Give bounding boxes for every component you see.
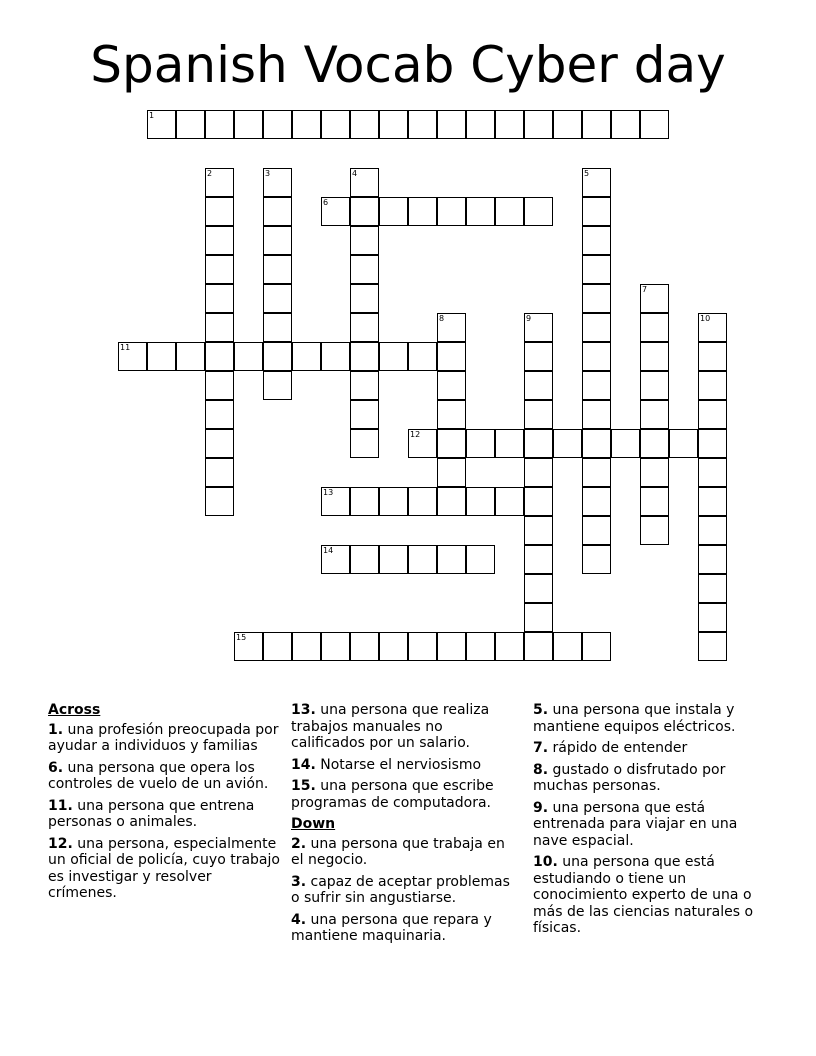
grid-cell[interactable] <box>292 632 321 661</box>
clue-label: 15. <box>291 778 316 794</box>
grid-cell[interactable] <box>495 429 524 458</box>
grid-cell[interactable] <box>582 168 611 197</box>
grid-cell[interactable] <box>640 400 669 429</box>
grid-cell[interactable] <box>205 342 234 371</box>
grid-cell[interactable] <box>524 458 553 487</box>
grid-cell[interactable] <box>524 110 553 139</box>
grid-cell[interactable] <box>640 342 669 371</box>
clue-text: una persona que está estudiando o tiene un conocimiento experto de una o más de las ciencias naturales o físicas. <box>533 854 754 936</box>
down-clue <box>533 702 773 735</box>
grid-cell[interactable] <box>640 313 669 342</box>
grid-cell[interactable] <box>698 516 727 545</box>
grid-cell[interactable] <box>524 197 553 226</box>
clue-text: una persona que instala y mantiene equipos eléctricos. <box>533 702 736 735</box>
clue-number: 11 <box>120 343 131 352</box>
grid-cell[interactable] <box>205 487 234 516</box>
grid-cell[interactable] <box>524 516 553 545</box>
grid-cell[interactable] <box>263 313 292 342</box>
grid-cell[interactable] <box>524 371 553 400</box>
down-clue <box>533 740 773 757</box>
clue-number: 14 <box>323 546 334 555</box>
grid-cell[interactable] <box>698 313 727 342</box>
grid-cell[interactable] <box>524 545 553 574</box>
grid-cell[interactable] <box>147 342 176 371</box>
grid-cell[interactable] <box>582 458 611 487</box>
grid-cell[interactable] <box>437 487 466 516</box>
grid-cell[interactable] <box>205 313 234 342</box>
grid-cell[interactable] <box>408 632 437 661</box>
clue-text: capaz de aceptar problemas o sufrir sin angustiarse. <box>291 873 510 906</box>
grid-cell[interactable] <box>205 458 234 487</box>
grid-cell[interactable] <box>205 110 234 139</box>
grid-cell[interactable] <box>205 371 234 400</box>
grid-cell[interactable] <box>495 197 524 226</box>
grid-cell[interactable] <box>176 342 205 371</box>
grid-cell[interactable] <box>176 110 205 139</box>
down-heading: Down <box>291 816 336 832</box>
down-clue <box>291 912 513 945</box>
grid-cell[interactable] <box>408 110 437 139</box>
clue-text: una persona que realiza trabajos manuales no calificados por un salario. <box>291 702 490 751</box>
grid-cell[interactable] <box>350 371 379 400</box>
grid-cell[interactable] <box>379 632 408 661</box>
grid-cell[interactable] <box>118 342 147 371</box>
across-heading: Across <box>48 702 101 718</box>
grid-cell[interactable] <box>437 545 466 574</box>
across-clue <box>291 757 513 774</box>
grid-cell[interactable] <box>350 197 379 226</box>
grid-cell[interactable] <box>582 226 611 255</box>
grid-cell[interactable] <box>524 313 553 342</box>
grid-cell[interactable] <box>582 313 611 342</box>
grid-cell[interactable] <box>553 429 582 458</box>
grid-cell[interactable] <box>698 632 727 661</box>
grid-cell[interactable] <box>640 487 669 516</box>
grid-cell[interactable] <box>408 429 437 458</box>
grid-cell[interactable] <box>582 197 611 226</box>
down-clue <box>533 800 773 850</box>
clue-label: 14. <box>291 756 316 773</box>
grid-cell[interactable] <box>263 632 292 661</box>
clue-text: gustado o disfrutado por muchas personas. <box>533 761 726 794</box>
grid-cell[interactable] <box>263 284 292 313</box>
clue-label: 1. <box>48 721 64 738</box>
clue-number: 4 <box>352 169 358 178</box>
grid-cell[interactable] <box>582 342 611 371</box>
across-clue <box>291 702 513 752</box>
across-clue <box>291 778 513 811</box>
grid-cell[interactable] <box>640 371 669 400</box>
clue-text: Notarse el nerviosismo <box>320 756 482 773</box>
grid-cell[interactable] <box>350 429 379 458</box>
grid-cell[interactable] <box>205 255 234 284</box>
grid-cell[interactable] <box>466 487 495 516</box>
grid-cell[interactable] <box>640 429 669 458</box>
grid-cell[interactable] <box>698 603 727 632</box>
grid-cell[interactable] <box>640 458 669 487</box>
grid-cell[interactable] <box>147 110 176 139</box>
puzzle-title: Spanish Vocab Cyber day <box>90 36 726 94</box>
clue-text: una persona que trabaja en el negocio. <box>291 835 505 868</box>
grid-cell[interactable] <box>582 545 611 574</box>
grid-cell[interactable] <box>495 487 524 516</box>
grid-cell[interactable] <box>379 342 408 371</box>
grid-cell[interactable] <box>205 197 234 226</box>
grid-cell[interactable] <box>205 226 234 255</box>
grid-cell[interactable] <box>379 545 408 574</box>
grid-cell[interactable] <box>582 400 611 429</box>
grid-cell[interactable] <box>350 255 379 284</box>
clue-number: 1 <box>149 111 155 120</box>
grid-cell[interactable] <box>263 342 292 371</box>
grid-cell[interactable] <box>698 371 727 400</box>
grid-cell[interactable] <box>263 371 292 400</box>
clue-number: 12 <box>410 430 421 439</box>
grid-cell[interactable] <box>379 487 408 516</box>
grid-cell[interactable] <box>698 429 727 458</box>
across-clue <box>48 836 280 902</box>
grid-cell[interactable] <box>408 545 437 574</box>
grid-cell[interactable] <box>350 545 379 574</box>
grid-cell[interactable] <box>234 632 263 661</box>
clue-text: una persona, especialmente un oficial de policía, cuyo trabajo es investigar y resolver crímenes. <box>48 835 280 901</box>
clue-number: 7 <box>642 285 648 294</box>
grid-cell[interactable] <box>524 574 553 603</box>
grid-cell[interactable] <box>466 110 495 139</box>
grid-cell[interactable] <box>524 342 553 371</box>
clue-text: una persona que está entrenada para viajar en una nave espacial. <box>533 799 738 849</box>
grid-cell[interactable] <box>582 516 611 545</box>
clue-text: una persona que escribe programas de computadora. <box>291 778 494 811</box>
down-clue <box>533 854 773 937</box>
clue-label: 6. <box>48 759 64 776</box>
clue-label: 8. <box>533 761 549 778</box>
grid-cell[interactable] <box>582 371 611 400</box>
clue-number: 8 <box>439 314 445 323</box>
grid-cell[interactable] <box>205 429 234 458</box>
grid-cell[interactable] <box>669 429 698 458</box>
grid-cell[interactable] <box>437 458 466 487</box>
grid-cell[interactable] <box>437 429 466 458</box>
grid-cell[interactable] <box>582 284 611 313</box>
grid-cell[interactable] <box>350 226 379 255</box>
grid-cell[interactable] <box>698 400 727 429</box>
grid-cell[interactable] <box>350 110 379 139</box>
grid-cell[interactable] <box>350 313 379 342</box>
clue-number: 9 <box>526 314 532 323</box>
grid-cell[interactable] <box>350 168 379 197</box>
clue-text: rápido de entender <box>552 740 688 756</box>
grid-cell[interactable] <box>350 284 379 313</box>
across-clue <box>48 760 280 793</box>
grid-cell[interactable] <box>553 110 582 139</box>
grid-cell[interactable] <box>234 342 263 371</box>
grid-cell[interactable] <box>321 632 350 661</box>
clue-column-1 <box>48 702 280 907</box>
clue-number: 5 <box>584 169 590 178</box>
grid-cell[interactable] <box>379 197 408 226</box>
grid-cell[interactable] <box>611 429 640 458</box>
grid-cell[interactable] <box>408 487 437 516</box>
grid-cell[interactable] <box>234 110 263 139</box>
clue-label: 4. <box>291 911 307 928</box>
grid-cell[interactable] <box>698 342 727 371</box>
grid-cell[interactable] <box>263 197 292 226</box>
grid-cell[interactable] <box>466 429 495 458</box>
grid-cell[interactable] <box>640 516 669 545</box>
grid-cell[interactable] <box>524 632 553 661</box>
grid-cell[interactable] <box>524 429 553 458</box>
clue-text: una persona que opera los controles de vuelo de un avión. <box>48 759 269 792</box>
across-clue <box>48 722 280 755</box>
grid-cell[interactable] <box>698 458 727 487</box>
grid-cell[interactable] <box>524 400 553 429</box>
grid-cell[interactable] <box>321 487 350 516</box>
grid-cell[interactable] <box>437 632 466 661</box>
grid-cell[interactable] <box>437 400 466 429</box>
grid-cell[interactable] <box>582 487 611 516</box>
grid-cell[interactable] <box>379 110 408 139</box>
grid-cell[interactable] <box>524 603 553 632</box>
clue-text: una profesión preocupada por ayudar a individuos y familias <box>48 721 279 754</box>
clue-label: 10. <box>533 854 558 870</box>
clue-number: 6 <box>323 198 329 207</box>
clue-column-2 <box>291 702 513 950</box>
across-clue <box>48 798 280 831</box>
grid-cell[interactable] <box>408 342 437 371</box>
grid-cell[interactable] <box>321 197 350 226</box>
grid-cell[interactable] <box>466 632 495 661</box>
grid-cell[interactable] <box>524 487 553 516</box>
grid-cell[interactable] <box>437 110 466 139</box>
clue-number: 2 <box>207 169 213 178</box>
grid-cell[interactable] <box>263 110 292 139</box>
clue-number: 3 <box>265 169 271 178</box>
grid-cell[interactable] <box>205 400 234 429</box>
grid-cell[interactable] <box>698 574 727 603</box>
clue-label: 13. <box>291 702 316 718</box>
clue-number: 15 <box>236 633 247 642</box>
grid-cell[interactable] <box>292 342 321 371</box>
grid-cell[interactable] <box>437 342 466 371</box>
grid-cell[interactable] <box>640 110 669 139</box>
clue-text: una persona que entrena personas o animales. <box>48 797 255 830</box>
grid-cell[interactable] <box>437 313 466 342</box>
clues-section <box>0 702 816 1032</box>
grid-cell[interactable] <box>350 342 379 371</box>
clue-number: 10 <box>700 314 711 323</box>
down-clue <box>291 836 513 869</box>
clue-label: 3. <box>291 873 307 890</box>
grid-cell[interactable] <box>321 110 350 139</box>
grid-cell[interactable] <box>263 168 292 197</box>
grid-cell[interactable] <box>350 632 379 661</box>
grid-cell[interactable] <box>437 197 466 226</box>
grid-cell[interactable] <box>321 342 350 371</box>
grid-cell[interactable] <box>321 545 350 574</box>
clue-number: 13 <box>323 488 334 497</box>
grid-cell[interactable] <box>582 255 611 284</box>
grid-cell[interactable] <box>698 487 727 516</box>
clue-text: una persona que repara y mantiene maquinaria. <box>291 911 492 944</box>
clue-label: 5. <box>533 702 549 718</box>
down-clue <box>291 874 513 907</box>
grid-cell[interactable] <box>466 545 495 574</box>
clue-label: 2. <box>291 835 307 852</box>
grid-cell[interactable] <box>408 197 437 226</box>
grid-cell[interactable] <box>205 284 234 313</box>
grid-cell[interactable] <box>205 168 234 197</box>
grid-cell[interactable] <box>553 632 582 661</box>
grid-cell[interactable] <box>350 400 379 429</box>
grid-cell[interactable] <box>495 110 524 139</box>
down-clue <box>533 762 773 795</box>
grid-cell[interactable] <box>582 632 611 661</box>
grid-cell[interactable] <box>263 226 292 255</box>
grid-cell[interactable] <box>437 371 466 400</box>
grid-cell[interactable] <box>640 284 669 313</box>
grid-cell[interactable] <box>263 255 292 284</box>
grid-cell[interactable] <box>495 632 524 661</box>
grid-cell[interactable] <box>350 487 379 516</box>
grid-cell[interactable] <box>611 110 640 139</box>
clue-column-3 <box>533 702 773 942</box>
grid-cell[interactable] <box>292 110 321 139</box>
grid-cell[interactable] <box>698 545 727 574</box>
clue-label: 12. <box>48 835 73 852</box>
grid-cell[interactable] <box>582 429 611 458</box>
grid-cell[interactable] <box>466 197 495 226</box>
grid-cell[interactable] <box>582 110 611 139</box>
clue-label: 11. <box>48 797 73 814</box>
clue-label: 7. <box>533 740 549 756</box>
clue-label: 9. <box>533 799 549 816</box>
